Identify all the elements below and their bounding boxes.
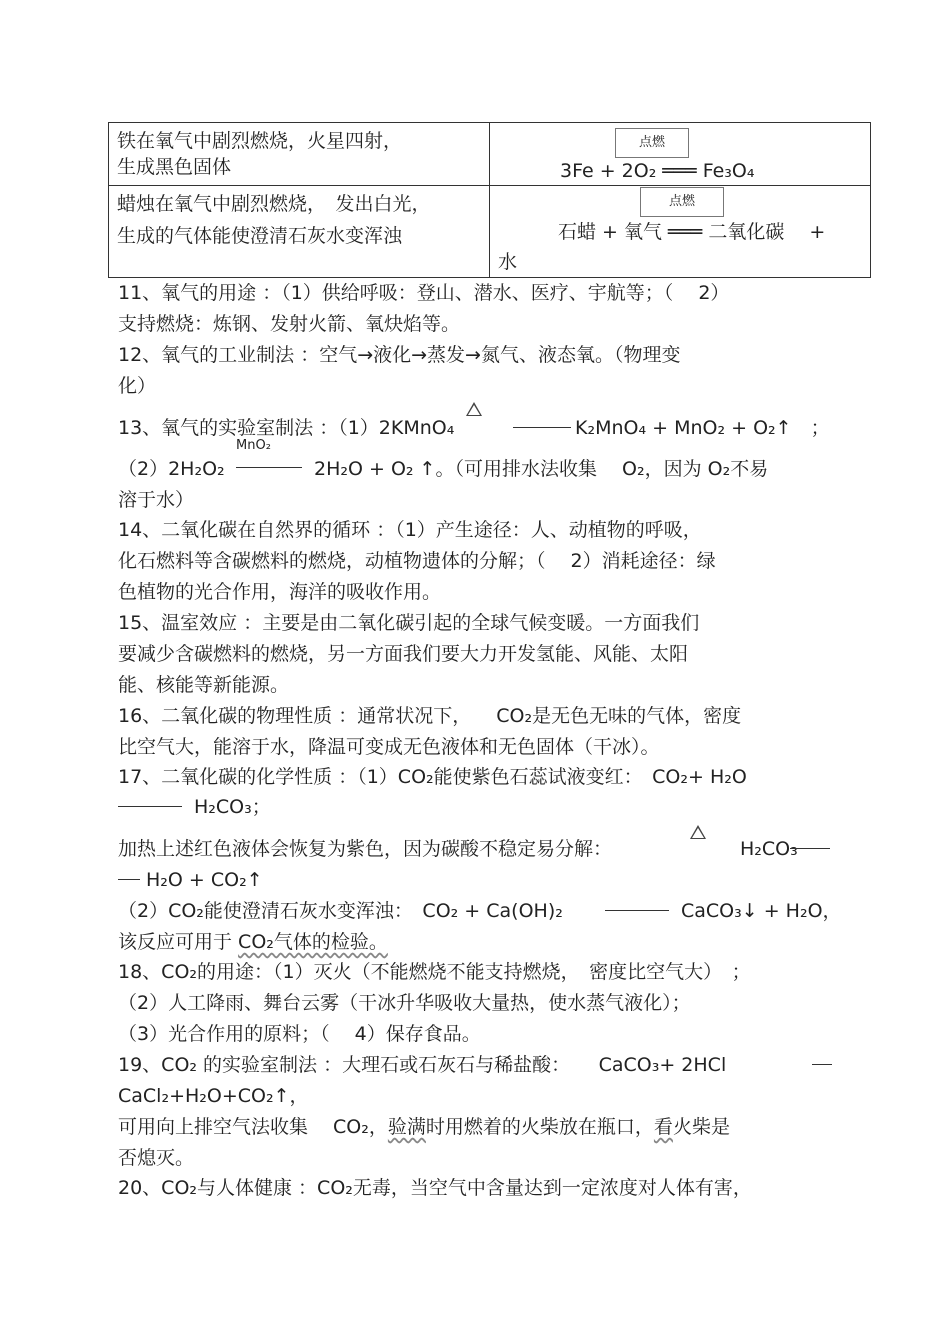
item-13-line: 2H₂O + O₂ ↑。（可用排水法收集 O₂，因为 O₂不易 — [314, 458, 769, 480]
text-span: 火柴是 — [672, 1116, 730, 1138]
reaction-arrow-line — [236, 467, 302, 468]
table-cell-equation — [490, 123, 871, 186]
item-19-line: 19、CO₂ 的实验室制法 ：大理石或石灰石与稀盐酸： CaCO₃+ 2HCl — [118, 1054, 727, 1076]
item-17-line: CaCO₃↓ + H₂O， — [681, 900, 842, 922]
reaction-arrow-line — [118, 879, 140, 880]
item-18-line: （3）光合作用的原料；（ 4）保存食品。 — [118, 1023, 481, 1045]
item-17-line: H₂CO₃； — [194, 796, 271, 818]
item-17-line — [118, 927, 388, 957]
item-18-line: （2）人工降雨、舞台云雾（干冰升华吸收大量热，使水蒸气液化）； — [118, 992, 691, 1014]
text-span: 时用燃着的火柴放在瓶口， — [425, 1116, 654, 1138]
cell-text: 蜡烛在氧气中剧烈燃烧， 发出白光， — [117, 193, 431, 215]
item-13-line: 13、氧气的实验室制法 ：（1）2KMnO₄ — [118, 417, 455, 439]
item-19-line — [118, 1112, 730, 1142]
cell-text: 铁在氧气中剧烈燃烧，火星四射， — [117, 130, 403, 152]
condition-box: 点燃 — [640, 187, 724, 217]
item-16-line: 比空气大，能溶于水，降温可变成无色液体和无色固体（干冰）。 — [118, 736, 660, 758]
item-17-line: 加热上述红色液体会恢复为紫色，因为碳酸不稳定易分解： — [118, 838, 613, 860]
equation-text: 水 — [498, 251, 518, 273]
item-13-line: （2）2H₂O₂ — [118, 458, 225, 480]
item-16-line: 16、二氧化碳的物理性质 ：通常状况下， CO₂是无色无味的气体，密度 — [118, 705, 742, 727]
equation-text: 石蜡 + 氧气 ═══ 二氧化碳 + — [558, 221, 826, 243]
reaction-arrow-line — [513, 427, 571, 428]
wavy-underlined-text: 看 — [653, 1116, 673, 1138]
table-cell-description — [109, 123, 490, 186]
table-row — [109, 186, 871, 278]
item-15-line: 能、核能等新能源。 — [118, 674, 290, 696]
item-14-line: 色植物的光合作用，海洋的吸收作用。 — [118, 581, 442, 603]
reaction-table — [108, 122, 871, 278]
item-13-line: 溶于水） — [118, 489, 195, 511]
item-17-line: H₂CO₃ — [740, 838, 798, 860]
table-cell-description — [109, 186, 490, 278]
reaction-arrow-line — [118, 806, 182, 807]
item-13-line: K₂MnO₄ + MnO₂ + O₂↑ ； — [575, 417, 830, 439]
table-cell-equation — [490, 186, 871, 278]
item-12-line: 化） — [118, 375, 157, 397]
cell-text: 生成黑色固体 — [117, 156, 232, 178]
reaction-arrow-line — [790, 848, 830, 849]
item-17-line: H₂O + CO₂↑ — [146, 869, 263, 891]
item-20-line: 20、CO₂与人体健康 ：CO₂无毒，当空气中含量达到一定浓度对人体有害， — [118, 1177, 752, 1199]
cell-text: 生成的气体能使澄清石灰水变浑浊 — [117, 225, 403, 247]
equation-text: 3Fe + 2O₂ ═══ Fe₃O₄ — [560, 160, 755, 182]
item-14-line: 化石燃料等含碳燃料的燃烧，动植物遗体的分解；（ 2）消耗途径：绿 — [118, 550, 716, 572]
item-17-line: （2）CO₂能使澄清石灰水变浑浊： CO₂ + Ca(OH)₂ — [118, 900, 563, 922]
reaction-arrow-line — [812, 1064, 832, 1065]
wavy-underlined-text: 验满 — [387, 1116, 426, 1138]
item-19-line: CaCl₂+H₂O+CO₂↑， — [118, 1085, 309, 1107]
item-19-line: 否熄灭。 — [118, 1147, 195, 1169]
item-11-line: 支持燃烧：炼钢、发射火箭、氧炔焰等。 — [118, 313, 461, 335]
table-row — [109, 123, 871, 186]
item-15-line: 15、温室效应 ：主要是由二氧化碳引起的全球气候变暖。一方面我们 — [118, 612, 700, 634]
item-11-line: 11、氧气的用途 ：（1）供给呼吸：登山、潜水、医疗、宇航等；（ 2） — [118, 282, 730, 304]
item-15-line: 要减少含碳燃料的燃烧，另一方面我们要大力开发氢能、风能、太阳 — [118, 643, 689, 665]
wavy-underlined-text: CO₂气体的检验。 — [238, 931, 388, 953]
text-span: 该反应可用于 — [118, 931, 239, 953]
text-span: 可用向上排空气法收集 CO₂， — [118, 1116, 388, 1138]
item-17-line: 17、二氧化碳的化学性质 ：（1）CO₂能使紫色石蕊试液变红： CO₂+ H₂O — [118, 766, 747, 788]
catalyst-label: MnO₂ — [236, 438, 271, 453]
item-12-line: 12、氧气的工业制法 ：空气→液化→蒸发→氮气、液态氧。（物理变 — [118, 344, 681, 366]
reaction-arrow-line — [605, 910, 669, 911]
item-18-line: 18、CO₂的用途：（1）灭火（不能燃烧不能支持燃烧， 密度比空气大） ； — [118, 961, 751, 983]
condition-box: 点燃 — [615, 128, 689, 158]
item-14-line: 14、二氧化碳在自然界的循环 ：（1）产生途径：人、动植物的呼吸， — [118, 519, 702, 541]
